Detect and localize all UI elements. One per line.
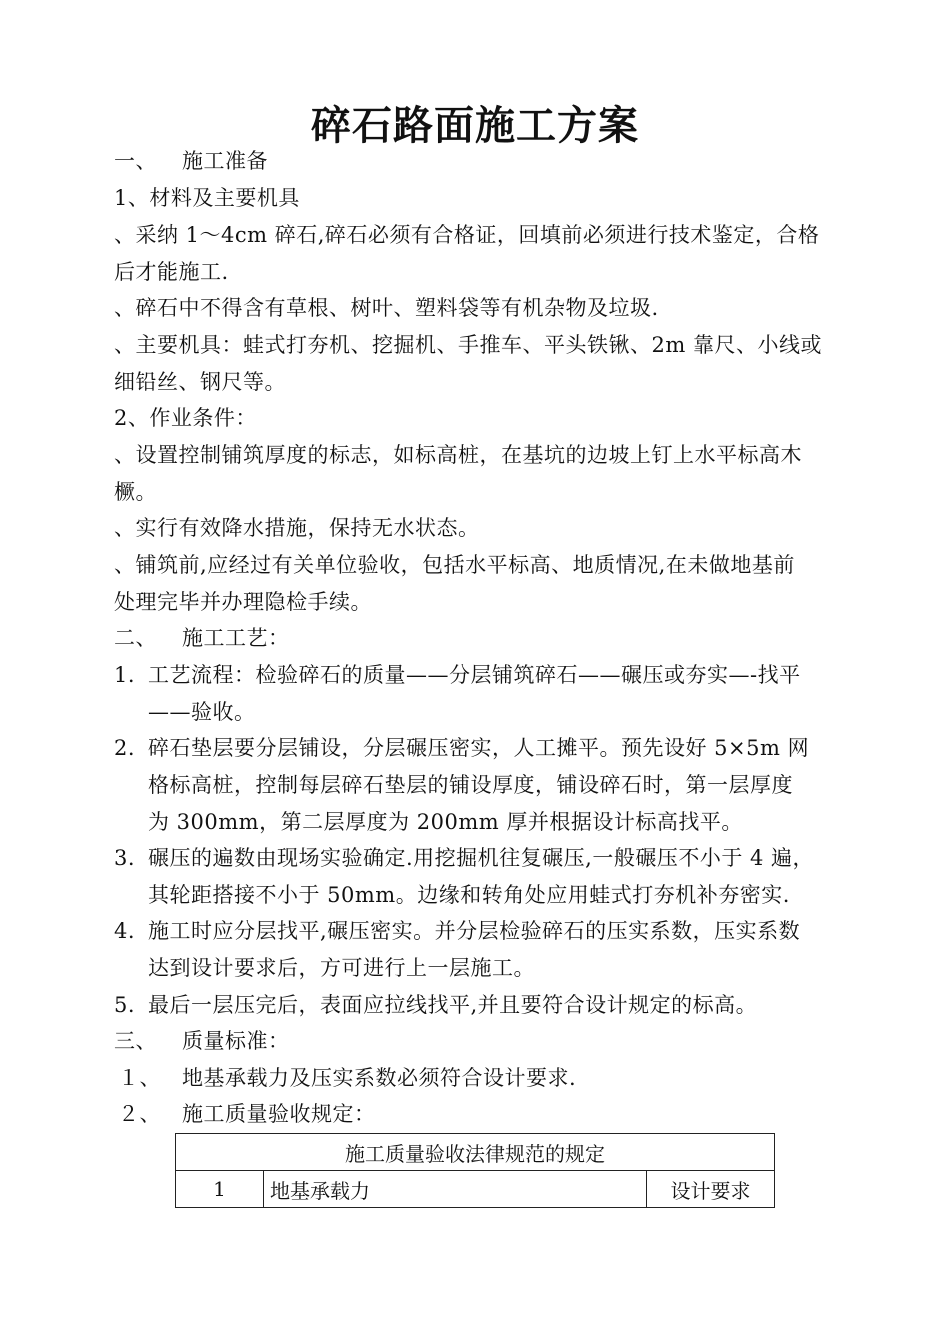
list-item-text: 施工时应分层找平,碾压密实。并分层检验碎石的压实系数，压实系数 bbox=[148, 919, 801, 943]
section-3-heading bbox=[114, 1026, 290, 1056]
quality-item-text: 地基承载力及压实系数必须符合设计要求. bbox=[182, 1066, 577, 1090]
paragraph-line: 处理完毕并办理隐检手续。 bbox=[114, 590, 372, 614]
list-item-continuation: 其轮距搭接不小于 50mm。边缘和转角处应用蛙式打夯机补夯密实. bbox=[148, 883, 790, 907]
subheading-conditions: 2、作业条件： bbox=[114, 406, 257, 430]
list-item bbox=[114, 660, 801, 690]
list-item bbox=[114, 843, 814, 873]
section-1-heading bbox=[114, 146, 268, 176]
section-2-title: 施工工艺： bbox=[182, 626, 290, 650]
table-row bbox=[176, 1171, 775, 1208]
table-cell-requirement: 设计要求 bbox=[647, 1171, 775, 1208]
paragraph-line: 、铺筑前,应经过有关单位验收，包括水平标高、地质情况,在未做地基前 bbox=[114, 553, 795, 577]
list-item-number: 5. bbox=[114, 993, 136, 1017]
paragraph-line: 后才能施工. bbox=[114, 260, 229, 284]
subheading-materials: 1、材料及主要机具 bbox=[114, 186, 300, 210]
section-2-number: 二、 bbox=[114, 626, 157, 650]
section-1-title: 施工准备 bbox=[182, 149, 268, 173]
section-1-number: 一、 bbox=[114, 149, 157, 173]
list-item-number: 2. bbox=[114, 736, 136, 760]
list-item-continuation: 为 300mm，第二层厚度为 200mm 厚并根据设计标高找平。 bbox=[148, 810, 743, 834]
quality-item bbox=[114, 1099, 376, 1129]
paragraph-line: 、采纳 1～4cm 碎石,碎石必须有合格证，回填前必须进行技术鉴定，合格 bbox=[114, 223, 820, 247]
paragraph-line: 橛。 bbox=[114, 480, 157, 504]
list-item bbox=[114, 916, 800, 946]
paragraph-line: 、主要机具：蛙式打夯机、挖掘机、手推车、平头铁锹、2m 靠尺、小线或 bbox=[114, 333, 822, 357]
list-item-text: 工艺流程：检验碎石的质量——分层铺筑碎石——碾压或夯实—-找平 bbox=[148, 663, 801, 687]
list-item-continuation: ——验收。 bbox=[148, 700, 256, 724]
quality-item-text: 施工质量验收规定： bbox=[182, 1102, 376, 1126]
table-cell-index: 1 bbox=[176, 1171, 264, 1208]
section-3-title: 质量标准： bbox=[182, 1029, 290, 1053]
section-2-heading bbox=[114, 623, 290, 653]
list-item-continuation: 达到设计要求后，方可进行上一层施工。 bbox=[148, 956, 535, 980]
paragraph-line: 细铅丝、钢尺等。 bbox=[114, 370, 286, 394]
quality-item-number: ２、 bbox=[118, 1102, 161, 1126]
quality-item bbox=[114, 1063, 576, 1093]
paragraph-line: 、设置控制铺筑厚度的标志，如标高桩，在基坑的边坡上钉上水平标高木 bbox=[114, 443, 802, 467]
quality-item-number: １、 bbox=[118, 1066, 161, 1090]
list-item bbox=[114, 990, 757, 1020]
list-item-text: 碎石垫层要分层铺设，分层碾压密实，人工摊平。预先设好 5×5m 网 bbox=[148, 736, 810, 760]
list-item-number: 1. bbox=[114, 663, 136, 687]
table-cell-item: 地基承载力 bbox=[264, 1171, 647, 1208]
list-item-continuation: 格标高桩，控制每层碎石垫层的铺设厚度，铺设碎石时，第一层厚度 bbox=[148, 773, 793, 797]
paragraph-line: 、碎石中不得含有草根、树叶、塑料袋等有机杂物及垃圾. bbox=[114, 296, 659, 320]
acceptance-table bbox=[175, 1133, 775, 1208]
list-item-text: 最后一层压完后，表面应拉线找平,并且要符合设计规定的标高。 bbox=[148, 993, 758, 1017]
list-item-text: 碾压的遍数由现场实验确定.用挖掘机往复碾压,一般碾压不小于 4 遍， bbox=[148, 846, 815, 870]
list-item-number: 3. bbox=[114, 846, 136, 870]
table-caption-row bbox=[176, 1134, 775, 1171]
list-item-number: 4. bbox=[114, 919, 136, 943]
list-item bbox=[114, 733, 809, 763]
section-3-number: 三、 bbox=[114, 1029, 157, 1053]
paragraph-line: 、实行有效降水措施，保持无水状态。 bbox=[114, 516, 480, 540]
document-title: 碎石路面施工方案 bbox=[311, 102, 639, 149]
table-caption: 施工质量验收法律规范的规定 bbox=[176, 1134, 775, 1171]
